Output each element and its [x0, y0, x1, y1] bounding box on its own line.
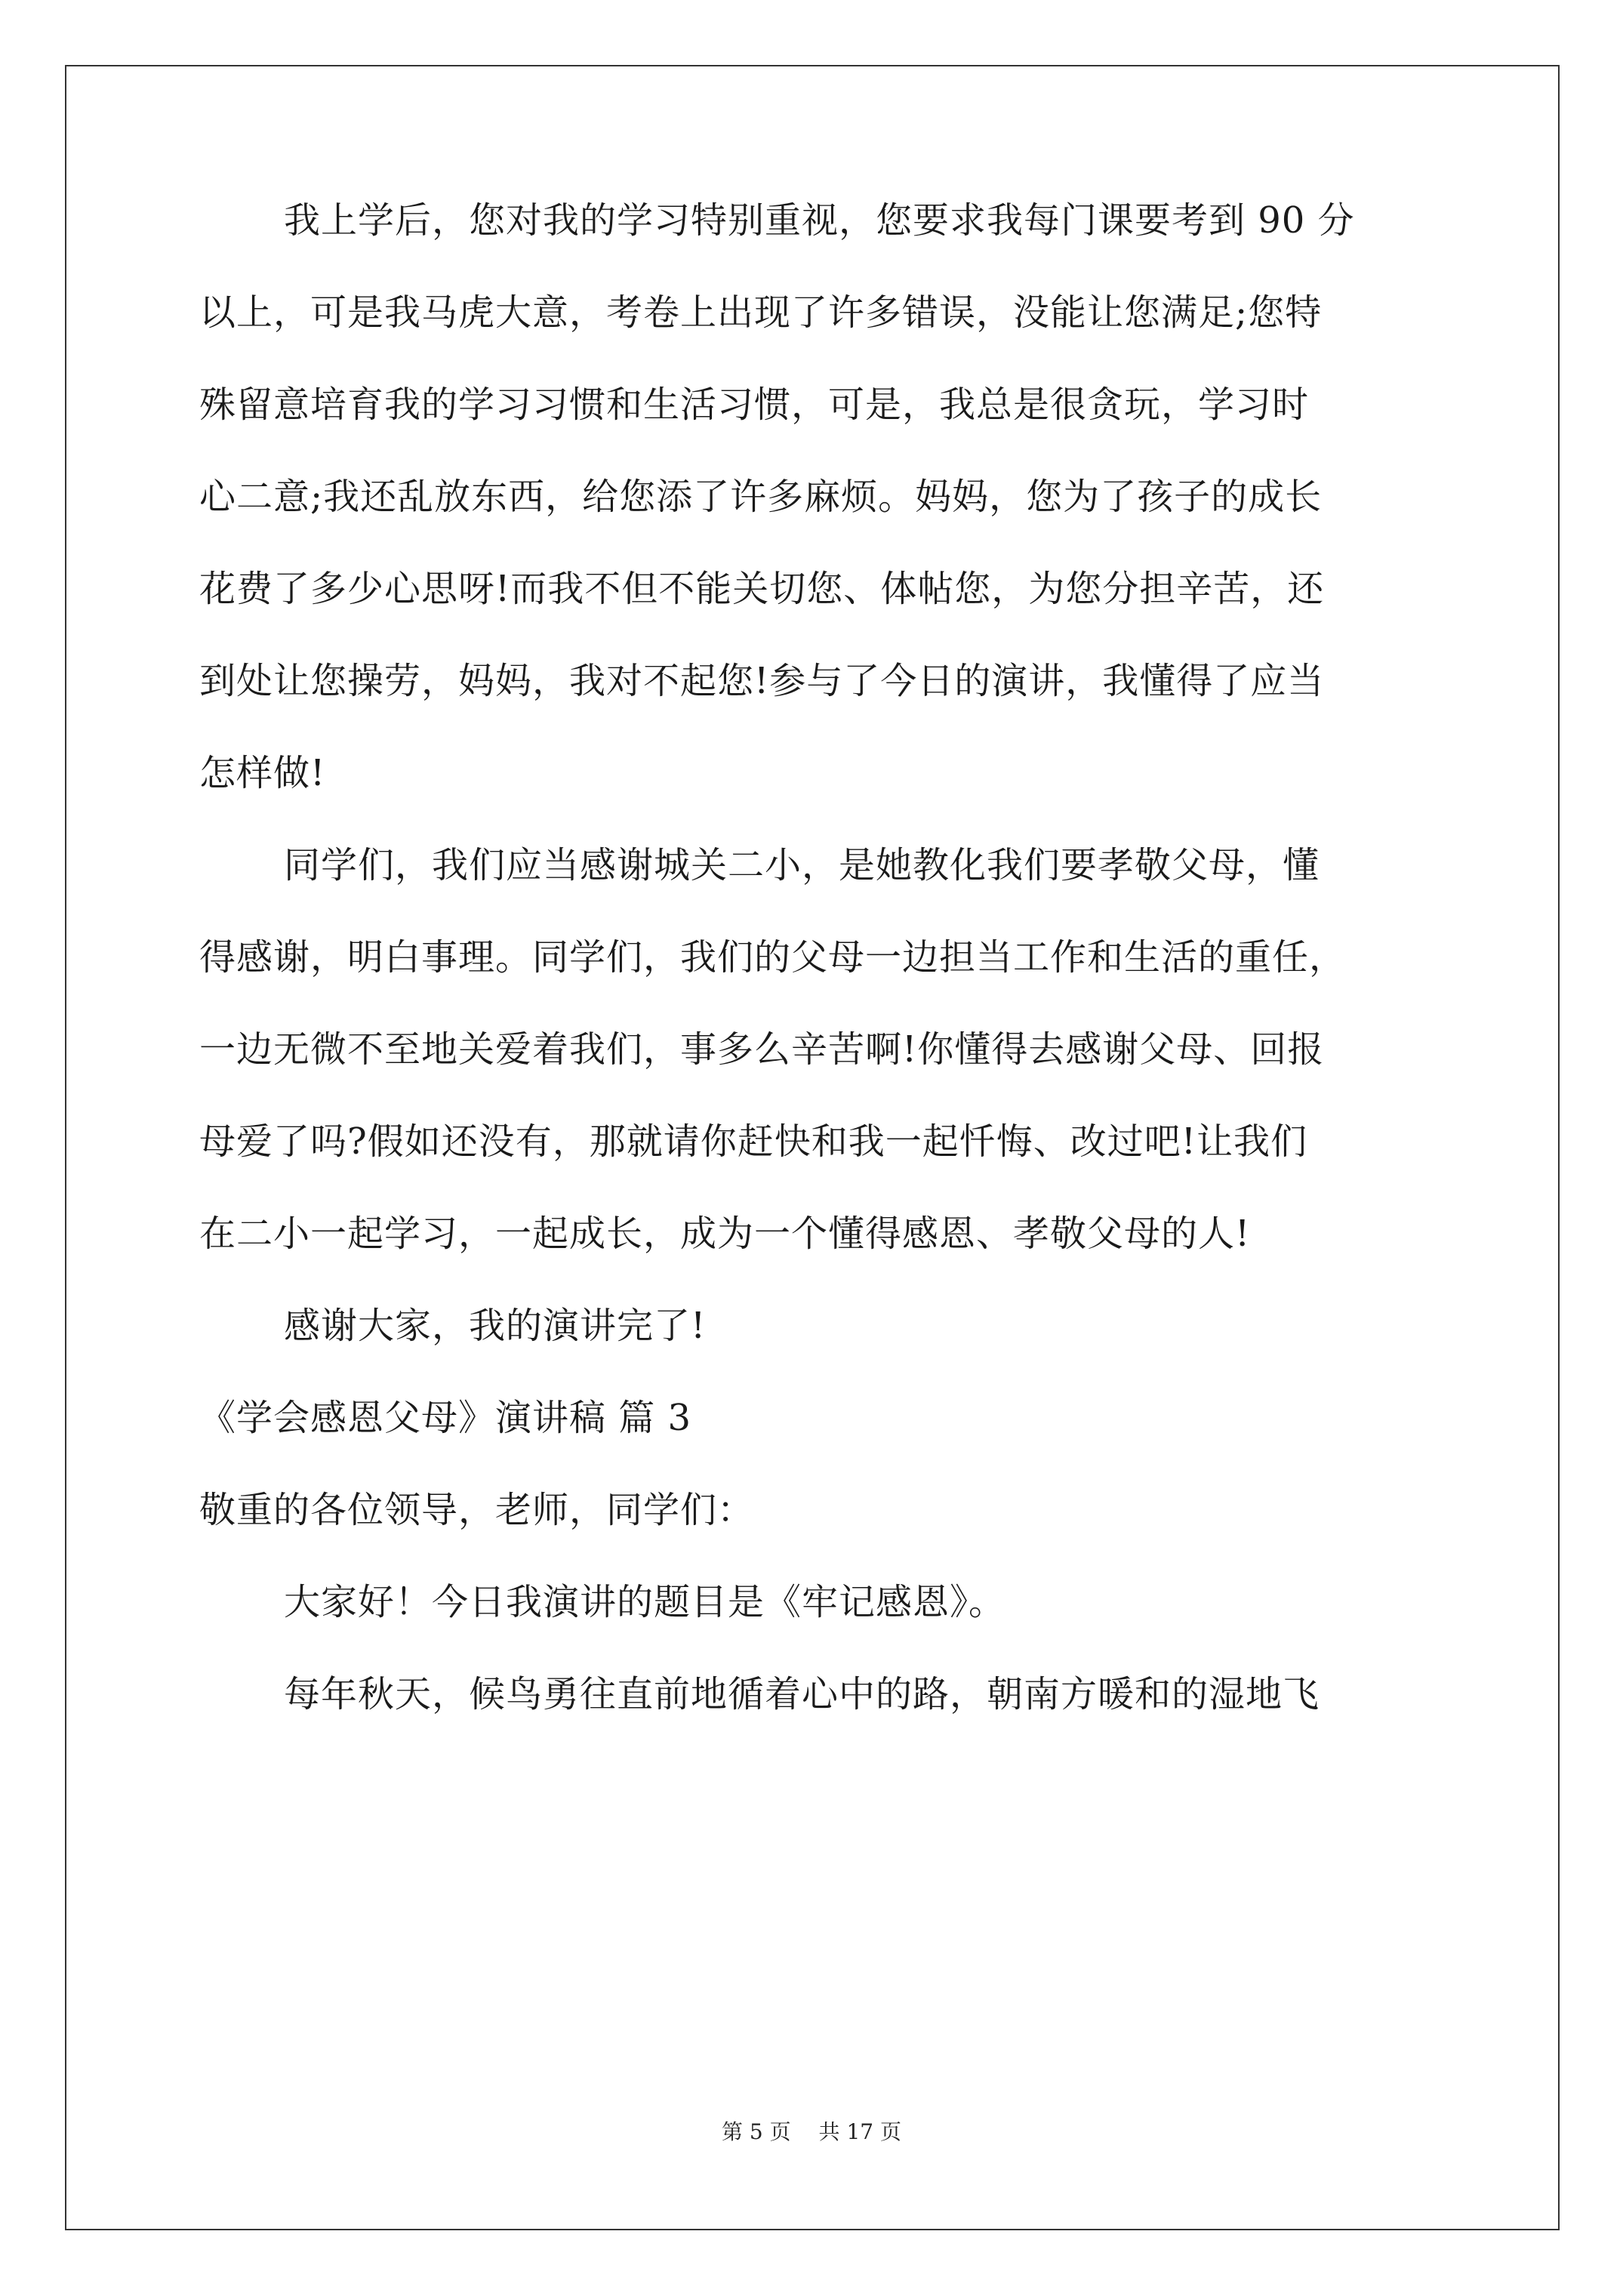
paragraph-line: 怎样做!: [199, 752, 326, 794]
salutation-line: 敬重的各位领导，老师，同学们：: [199, 1489, 755, 1531]
paragraph-line: 以上，可是我马虎大意，考卷上出现了许多错误，没能让您满足;您特: [199, 291, 1323, 334]
section-heading: 《学会感恩父母》演讲稿 篇 3: [199, 1397, 692, 1439]
paragraph-line: 在二小一起学习，一起成长，成为一个懂得感恩、孝敬父母的人!: [199, 1213, 1251, 1255]
paragraph-line: 大家好！今日我演讲的题目是《牢记感恩》。: [284, 1581, 1006, 1623]
paragraph-line: 得感谢，明白事理。同学们，我们的父母一边担当工作和生活的重任，: [199, 936, 1347, 978]
paragraph-line: 到处让您操劳，妈妈，我对不起您!参与了今日的演讲，我懂得了应当: [199, 660, 1325, 702]
page-total: 共 17 页: [818, 2119, 901, 2144]
paragraph-line: 心二意;我还乱放东西，给您添了许多麻烦。妈妈，您为了孩子的成长: [199, 476, 1323, 518]
page-number: 第 5 页: [722, 2119, 791, 2144]
paragraph-line: 殊留意培育我的学习习惯和生活习惯，可是，我总是很贪玩，学习时: [199, 384, 1310, 426]
paragraph-line: 感谢大家，我的演讲完了!: [284, 1305, 707, 1347]
paragraph-line: 母爱了吗?假如还没有，那就请你赶快和我一起忏悔、改过吧!让我们: [199, 1120, 1308, 1163]
page-footer: [0, 2119, 1623, 2146]
paragraph-line: 一边无微不至地关爱着我们，事多么辛苦啊!你懂得去感谢父母、回报: [199, 1028, 1325, 1071]
paragraph-line: 我上学后，您对我的学习特别重视，您要求我每门课要考到 90 分: [284, 199, 1355, 242]
paragraph-line: 每年秋天，候鸟勇往直前地循着心中的路，朝南方暖和的湿地飞: [284, 1673, 1320, 1715]
paragraph-line: 花费了多少心思呀!而我不但不能关切您、体帖您，为您分担辛苦，还: [199, 568, 1325, 610]
paragraph-line: 同学们，我们应当感谢城关二小，是她教化我们要孝敬父母，懂: [284, 844, 1320, 886]
